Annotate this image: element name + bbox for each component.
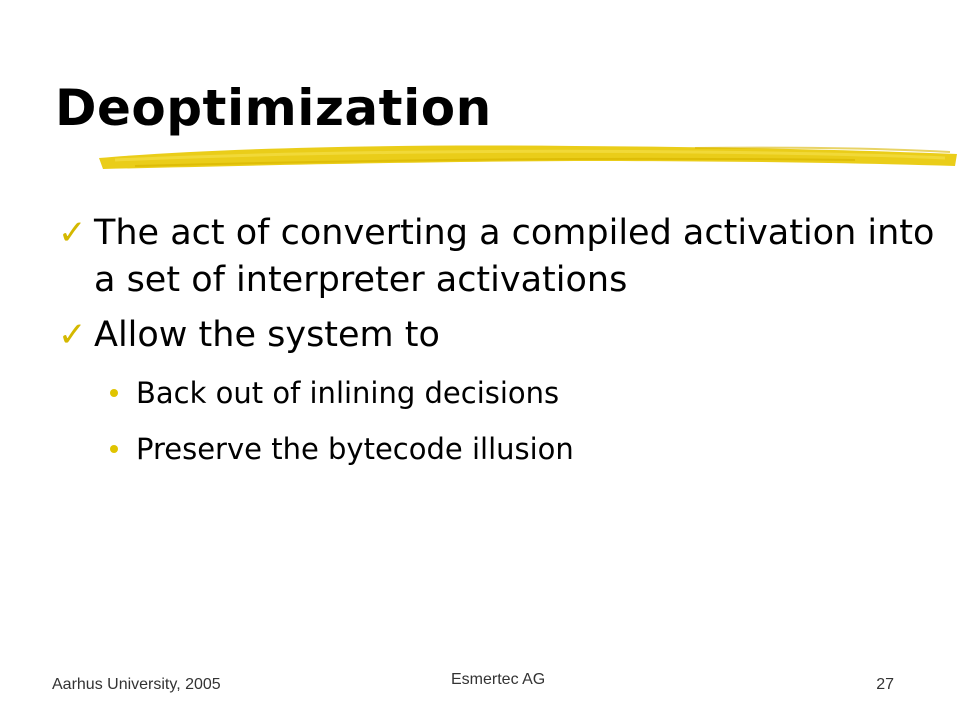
bullet-text: The act of converting a compiled activation into a set of interpreter activations bbox=[94, 213, 935, 300]
sub-bullet-text: Preserve the bytecode illusion bbox=[136, 432, 574, 466]
bullet-dot-icon bbox=[110, 389, 118, 397]
brush-stroke-underline bbox=[95, 136, 960, 176]
bullet-text: Allow the system to bbox=[94, 315, 440, 355]
page-number: 27 bbox=[876, 676, 894, 693]
footer-left-text: Aarhus University, 2005 bbox=[52, 676, 221, 693]
bullet-item-allow bbox=[58, 312, 938, 359]
bullet-list bbox=[58, 210, 938, 477]
bullet-dot-icon bbox=[110, 445, 118, 453]
bullet-item-definition bbox=[58, 210, 938, 304]
sub-bullet-text: Back out of inlining decisions bbox=[136, 376, 560, 410]
sub-bullet-item bbox=[58, 365, 938, 421]
checkmark-icon: ✓ bbox=[58, 213, 87, 253]
checkmark-icon: ✓ bbox=[58, 315, 87, 355]
slide-title: Deoptimization bbox=[55, 79, 492, 137]
sub-bullet-list bbox=[58, 365, 938, 477]
footer-center-text: Esmertec AG bbox=[451, 671, 546, 688]
sub-bullet-item bbox=[58, 421, 938, 477]
